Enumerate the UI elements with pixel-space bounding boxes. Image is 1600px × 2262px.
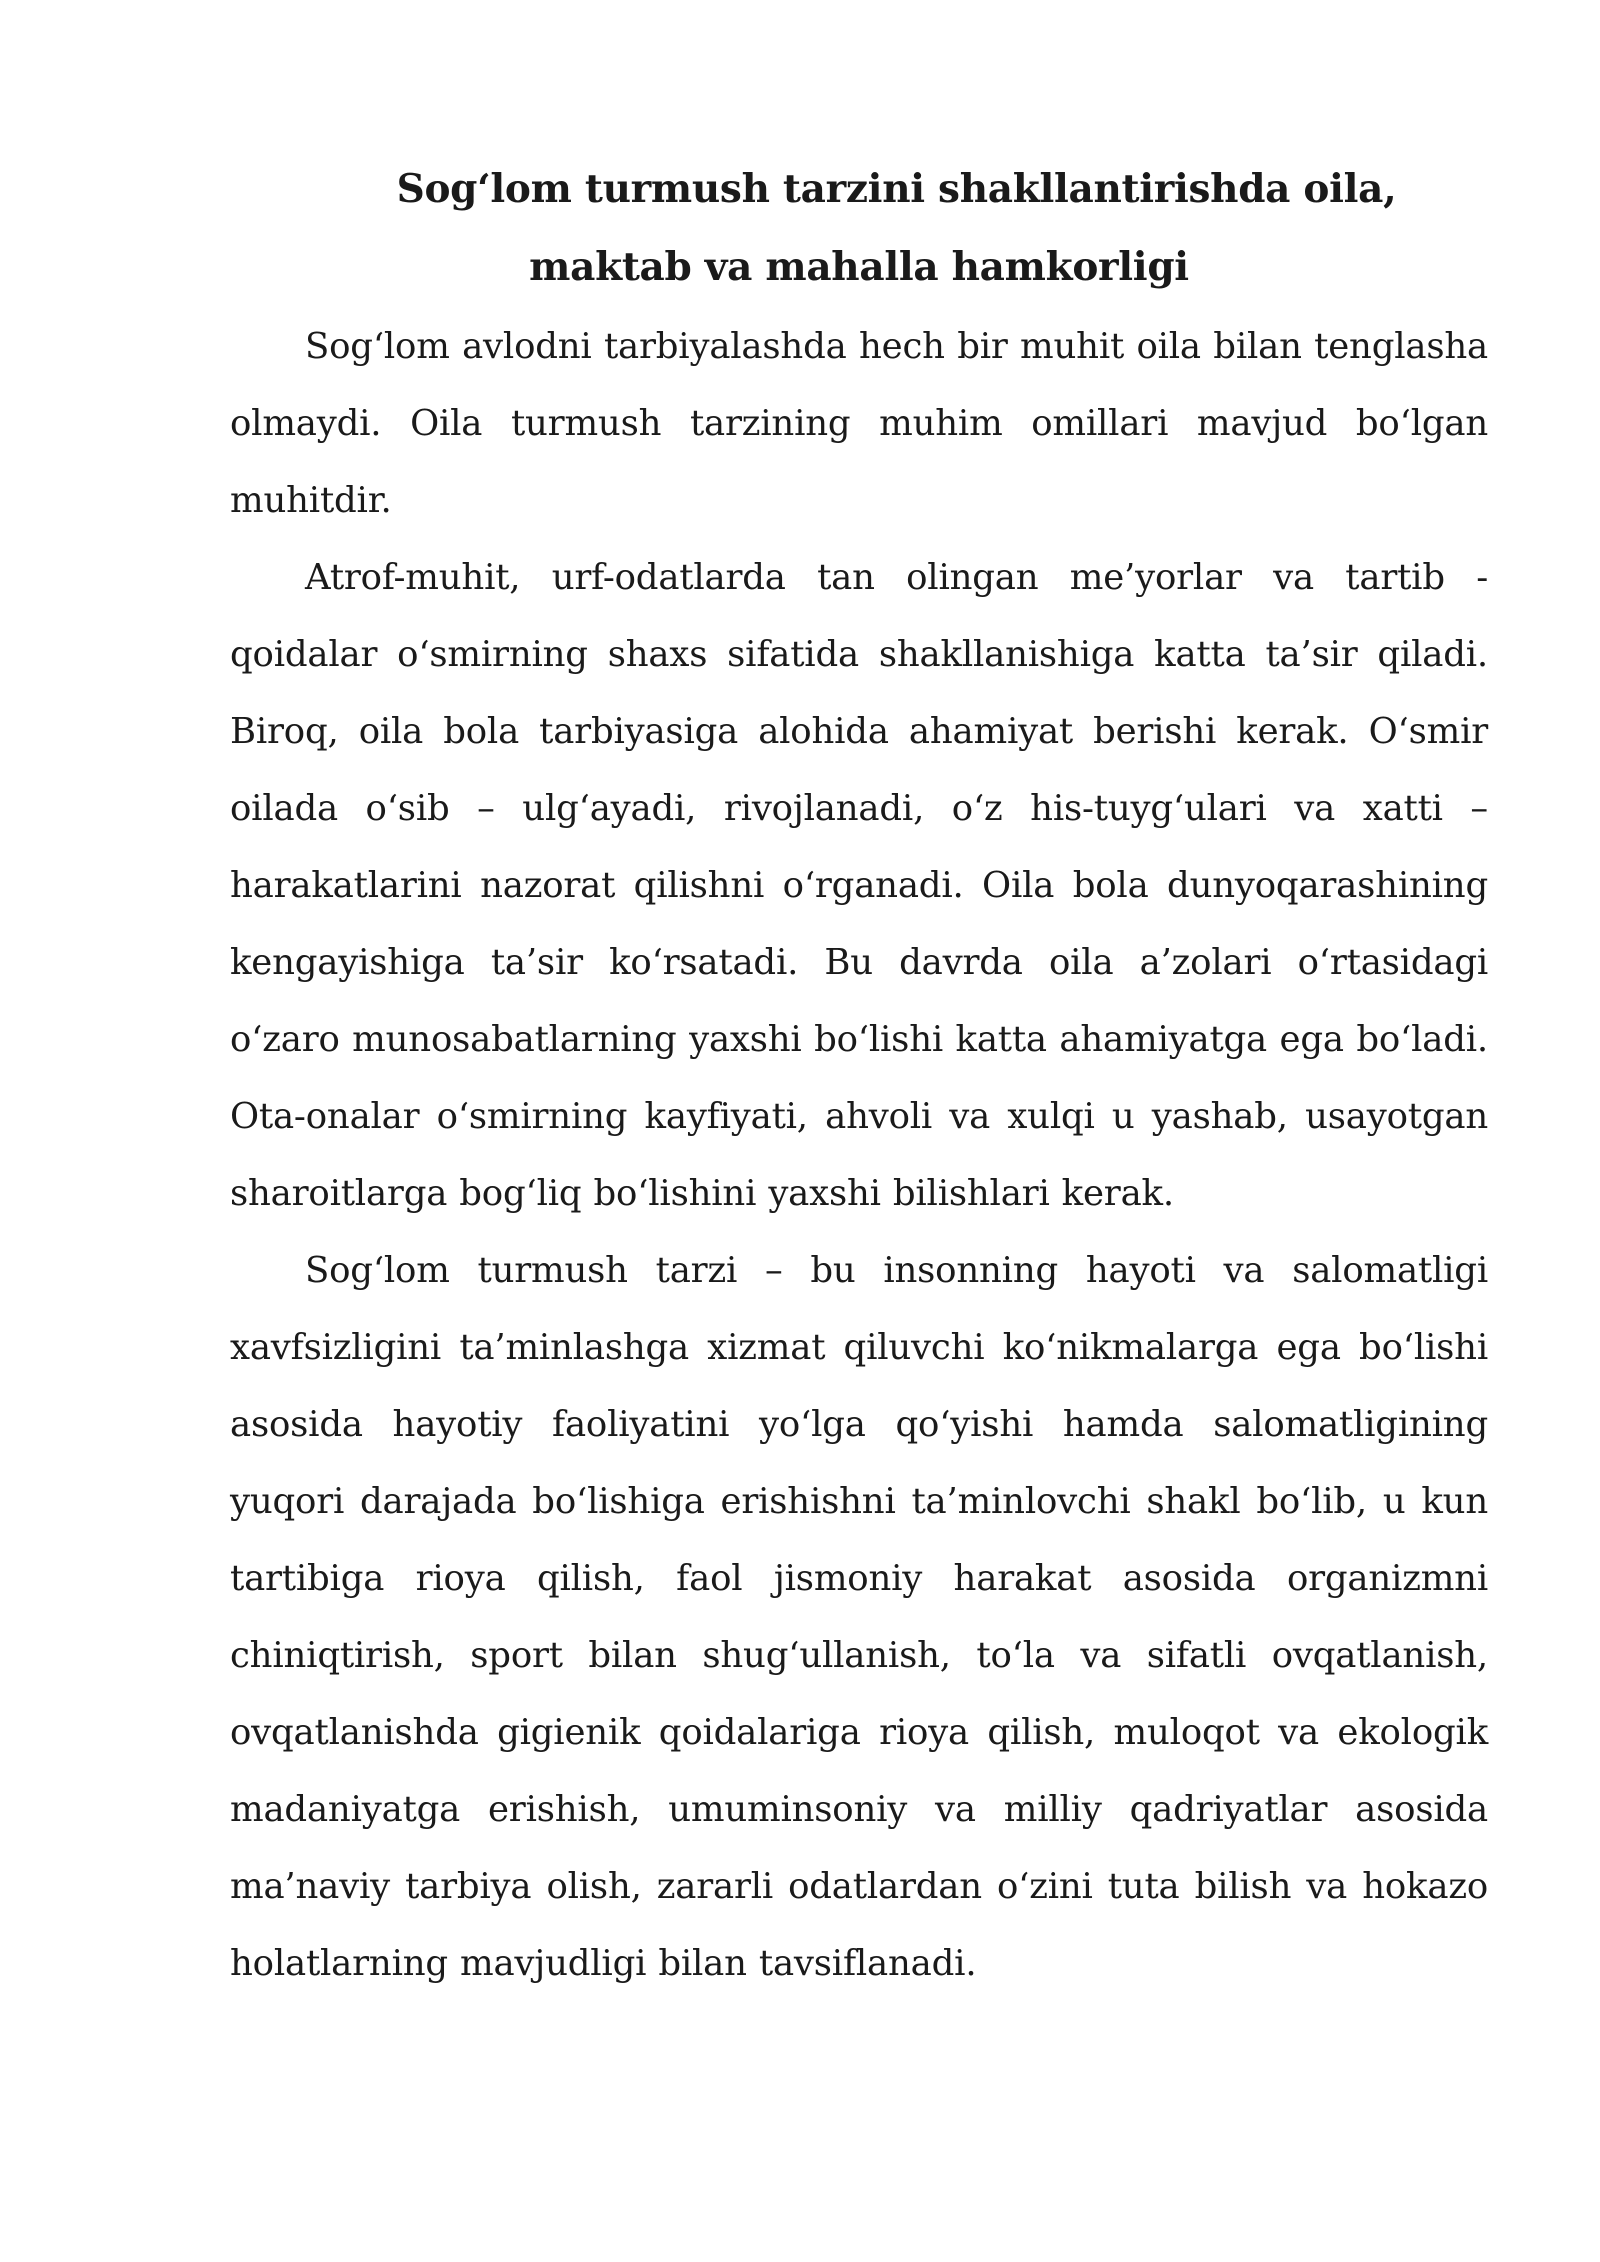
paragraph-1: Sog‘lom avlodni tarbiyalashda hech bir muhit oila bilan tenglasha olmaydi. Oila turmush tarzining muhim omillari mavjud bo‘lgan muhitdir. <box>230 326 1488 521</box>
paragraph-3: Sog‘lom turmush tarzi – bu insonning hayoti va salomatligi xavfsizligini ta’minlashga xizmat qiluvchi ko‘nikmalarga ega bo‘lishi asosida hayotiy faoliyatini yo‘lga qo‘yishi hamda salomatligining yuqori darajada bo‘lishiga erishishni ta’minlovchi shakl bo‘lib, u kun tartibiga rioya qilish, faol jismoniy harakat asosida organizmni chiniqtirish, sport bilan shug‘ullanish, to‘la va sifatli ovqatlanish, ovqatlanishda gigienik qoidalariga rioya qilish, muloqot va ekologik madaniyatga erishish, umuminsoniy va milliy qadriyatlar asosida ma’naviy tarbiya olish, zararli odatlardan o‘zini tuta bilish va hokazo holatlarning mavjudligi bilan tavsiflanadi. <box>230 1250 1488 1984</box>
title-line-2: maktab va mahalla hamkorligi <box>529 244 1189 290</box>
document-page <box>230 150 1488 2002</box>
document-title <box>230 150 1488 306</box>
paragraph-2: Atrof-muhit, urf-odatlarda tan olingan me’yorlar va tartib - qoidalar o‘smirning shaxs sifatida shakllanishiga katta ta’sir qiladi. Biroq, oila bola tarbiyasiga alohida ahamiyat berishi kerak. O‘smir oilada o‘sib – ulg‘ayadi, rivojlanadi, o‘z his-tuyg‘ulari va xatti – harakatlarini nazorat qilishni o‘rganadi. Oila bola dunyoqarashining kengayishiga ta’sir ko‘rsatadi. Bu davrda oila a’zolari o‘rtasidagi o‘zaro munosabatlarning yaxshi bo‘lishi katta ahamiyatga ega bo‘ladi. Ota-onalar o‘smirning kayfiyati, ahvoli va xulqi u yashab, usayotgan sharoitlarga bog‘liq bo‘lishini yaxshi bilishlari kerak. <box>230 557 1488 1214</box>
title-line-1: Sog‘lom turmush tarzini shakllantirishda oila, <box>396 166 1397 212</box>
